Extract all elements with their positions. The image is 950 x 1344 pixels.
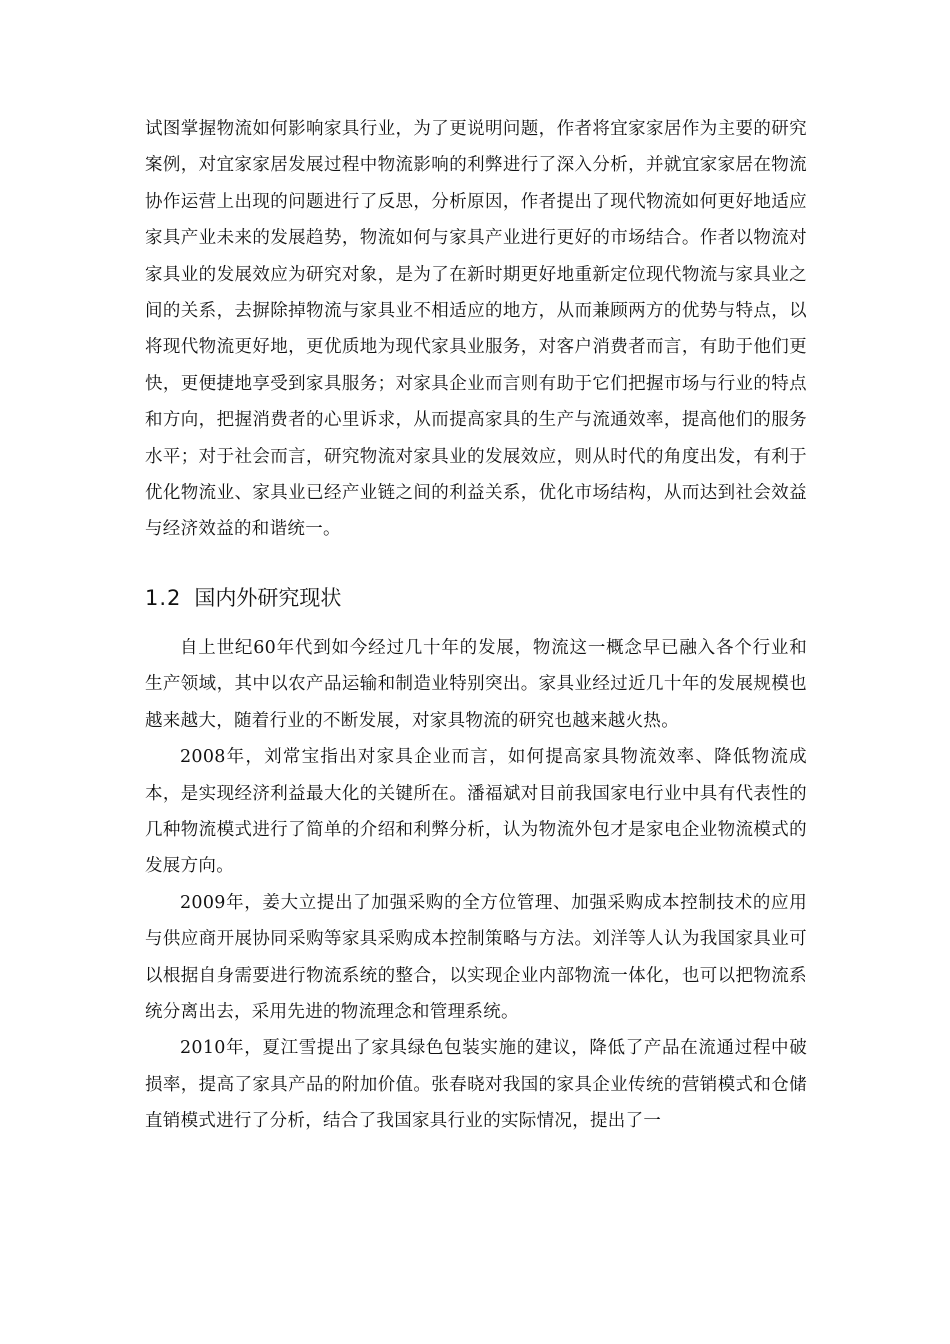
body-paragraph-2: 2008年，刘常宝指出对家具企业而言，如何提高家具物流效率、降低物流成本，是实现经济利益最大化的关键所在。潘福斌对目前我国家电行业中具有代表性的几种物流模式进行了简单的介绍和利弊分析，认为物流外包才是家电企业物流模式的发展方向。 — [145, 747, 807, 877]
body-paragraph-1: 自上世纪60年代到如今经过几十年的发展，物流这一概念早已融入各个行业和生产领域，其中以农产品运输和制造业特别突出。家具业经过近几十年的发展规模也越来越大，随着行业的不断发展，对家具物流的研究也越来越火热。 — [145, 637, 807, 731]
document-body — [145, 111, 807, 1140]
section-title: 国内外研究现状 — [194, 585, 342, 610]
section-heading — [145, 583, 807, 613]
intro-paragraph: 试图掌握物流如何影响家具行业，为了更说明问题，作者将宜家家居作为主要的研究案例，对宜家家居发展过程中物流影响的利弊进行了深入分析，并就宜家家居在物流协作运营上出现的问题进行了反思，分析原因，作者提出了现代物流如何更好地适应家具产业未来的发展趋势，物流如何与家具产业进行更好的市场结合。作者以物流对家具业的发展效应为研究对象，是为了在新时期更好地重新定位现代物流与家具业之间的关系，去摒除掉物流与家具业不相适应的地方，从而兼顾两方的优势与特点，以将现代物流更好地，更优质地为现代家具业服务，对客户消费者而言，有助于他们更快，更便捷地享受到家具服务；对家具企业而言则有助于它们把握市场与行业的特点和方向，把握消费者的心里诉求，从而提高家具的生产与流通效率，提高他们的服务水平；对于社会而言，研究物流对家具业的发展效应，则从时代的角度出发，有利于优化物流业、家具业已经产业链之间的利益关系，优化市场结构，从而达到社会效益与经济效益的和谐统一。 — [145, 119, 807, 540]
body-paragraph-4: 2010年，夏江雪提出了家具绿色包装实施的建议，降低了产品在流通过程中破损率，提高了家具产品的附加价值。张春晓对我国的家具企业传统的营销模式和仓储直销模式进行了分析，结合了我国家具行业的实际情况，提出了一 — [145, 1038, 807, 1132]
body-paragraph-3: 2009年，姜大立提出了加强采购的全方位管理、加强采购成本控制技术的应用与供应商开展协同采购等家具采购成本控制策略与方法。刘洋等人认为我国家具业可以根据自身需要进行物流系统的整合，以实现企业内部物流一体化，也可以把物流系统分离出去，采用先进的物流理念和管理系统。 — [145, 892, 807, 1022]
section-number: 1.2 — [145, 585, 182, 610]
